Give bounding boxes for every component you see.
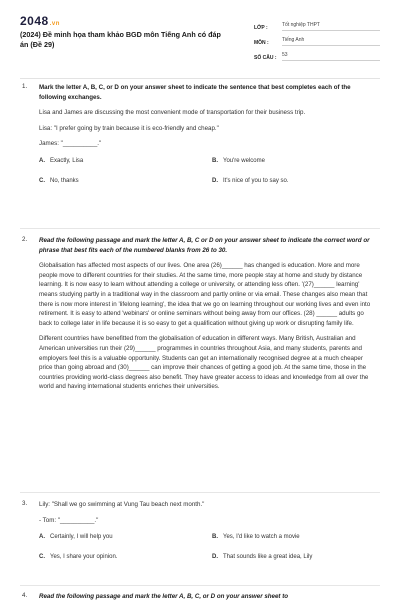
option-c[interactable]: C. Yes, I share your opinion. [39, 553, 118, 560]
question-number: 2. [22, 236, 28, 243]
meta-class-value: Tốt nghiệp THPT [282, 22, 380, 31]
question-separator [20, 492, 380, 493]
meta-count-value: 53 [282, 52, 380, 61]
option-c[interactable]: C. No, thanks [39, 177, 79, 184]
meta-count-key: SỐ CÂU : [254, 55, 277, 61]
meta-subject-key: MÔN : [254, 40, 269, 46]
meta-class-row [254, 16, 380, 31]
passage-paragraph: Globalisation has affected most aspects of our lives. One area (26)______ has changed is education. More and more people move to different countries for their studies. At the same time, more people stay at home and study by distance learning. It is now easy to learn without attending a college or university, or attending less often. '(27)______ learning' means studying partly in a traditional way in the classroom and partly online or via email. These changes also mean that there is now more interest in 'lifelong learning', the idea that we go on learning throughout our working lives and even into retirement. It is easy to attend 'webinars' or online seminars without being away from our offices. (28) ______ adults go back to college later in life because it is so easy to get a qualification without giving up work or disrupting family life. [39, 262, 371, 327]
answer-options [39, 157, 378, 186]
document-title: (2024) Đề minh họa tham khảo BGD môn Tiếng Anh có đáp án (Đề 29) [20, 30, 221, 49]
question-number: 3. [22, 500, 28, 507]
dialogue-line: - Tom: "__________." [39, 516, 99, 524]
meta-subject-value: Tiếng Anh [282, 37, 380, 46]
question-3 [22, 500, 378, 562]
dialogue-line: Lily: "Shall we go swimming at Vung Tau beach next month." [39, 501, 205, 508]
header-divider [20, 78, 380, 79]
answer-options [39, 533, 378, 562]
meta-count-row [254, 46, 380, 61]
question-instruction: Read the following passage and mark the letter A, B, C or D on your answer sheet to indicate the correct word or phrase that best fits each of the numbered blanks from 26 to 30. [39, 237, 370, 254]
question-instruction: Read the following passage and mark the letter A, B, C, or D on your answer sheet to [39, 593, 289, 600]
question-number: 1. [22, 83, 28, 90]
question-2 [22, 236, 378, 392]
question-separator [20, 228, 380, 229]
question-number: 4. [22, 592, 28, 599]
question-instruction: Mark the letter A, B, C, or D on your answer sheet to indicate the sentence that best completes each of the following exchanges. [39, 84, 351, 101]
question-4 [22, 592, 378, 602]
option-a[interactable]: A. Exactly, Lisa [39, 157, 84, 164]
option-d[interactable]: D. That sounds like a great idea, Lily [212, 553, 313, 560]
option-b[interactable]: B. Yes, I'd like to watch a movie [212, 534, 300, 541]
option-b[interactable]: B. You're welcome [212, 157, 265, 164]
meta-class-key: LỚP : [254, 25, 268, 31]
option-a[interactable]: A. Certainly, I will help you [39, 534, 113, 541]
site-logo[interactable]: 2048.vn [20, 14, 60, 28]
document-meta [254, 16, 380, 61]
question-context: Lisa and James are discussing the most convenient mode of transportation for their business trip. [39, 109, 306, 117]
passage-paragraph: Different countries have benefitted from the globalisation of education in different ways. Many British, Australian and American universities run their (29)______ programmes in countries throughout Asia, and many students, parents and employers feel this is a valuable opportunity. Students can get an internationally recognised degree at a much cheaper price than going abroad and (30)______ can improve their chances of getting a good job. At the same time, those in the countries providing world-class degrees also benefit. They have greater access to ideas and knowledge from all over the world and having international students enriches their universities. [39, 335, 369, 391]
document-header [0, 0, 400, 66]
dialogue-line: James: "__________." [39, 140, 102, 148]
option-d[interactable]: D. It's nice of you to say so. [212, 177, 289, 184]
dialogue-line: Lisa: "I prefer going by train because it is eco-friendly and cheap." [39, 124, 219, 132]
question-separator [20, 585, 380, 586]
question-1 [22, 83, 378, 186]
meta-subject-row [254, 31, 380, 46]
